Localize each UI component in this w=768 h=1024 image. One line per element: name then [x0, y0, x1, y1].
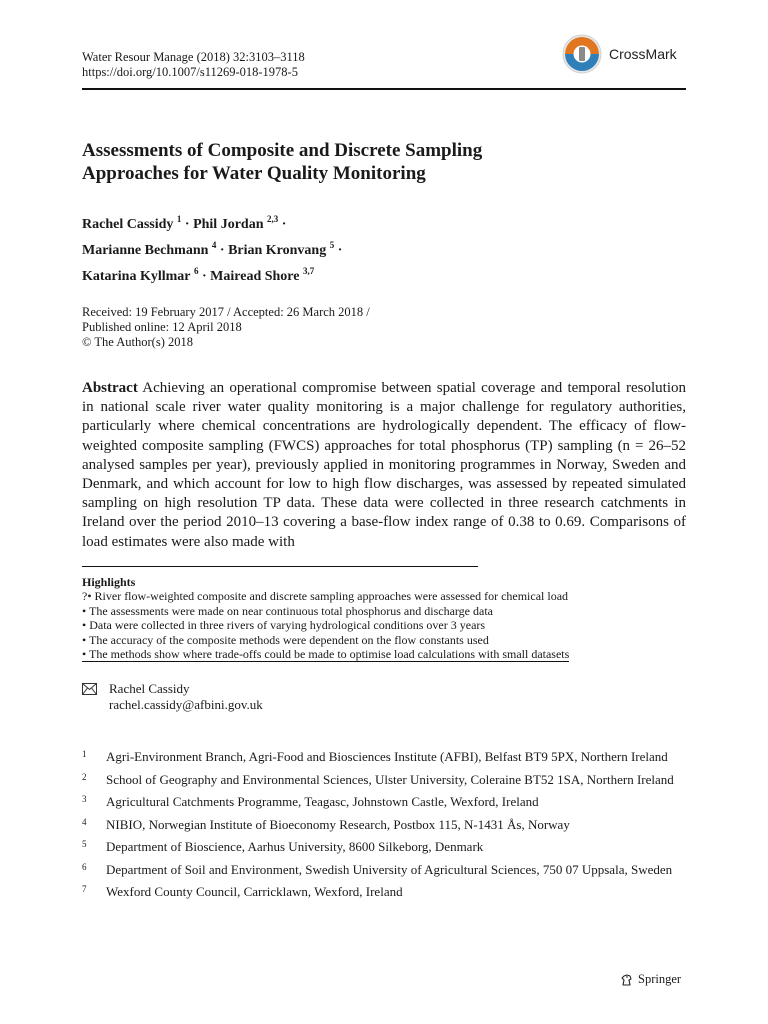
highlight-item: • The methods show where trade-offs could be made to optimise load calculations with small datasets	[82, 647, 570, 662]
author-name[interactable]: Brian Kronvang	[228, 243, 327, 258]
affiliation-text: School of Geography and Environmental Sciences, Ulster University, Coleraine BT52 1SA, Northern Ireland	[106, 771, 674, 787]
published-online: Published online: 12 April 2018	[82, 320, 242, 334]
affiliation-item	[82, 862, 686, 878]
highlights-box	[82, 575, 686, 662]
author-affil: 6	[194, 266, 199, 276]
highlight-item: • The assessments were made on near continuous total phosphorus and discharge data	[82, 603, 493, 618]
crossmark-icon	[561, 33, 603, 75]
author-affil: 2,3	[266, 214, 279, 224]
affiliations	[82, 749, 686, 907]
author-name[interactable]: Marianne Bechmann	[82, 243, 209, 258]
highlight-item: • Data were collected in three rivers of varying hydrological conditions over 3 years	[82, 618, 486, 633]
author-affil: 5	[329, 240, 335, 250]
author-affil: 1	[176, 214, 182, 224]
affiliation-item	[82, 817, 686, 833]
header-rule	[82, 88, 686, 90]
author-name[interactable]: Rachel Cassidy	[82, 217, 174, 232]
abstract-text: Achieving an operational compromise between spatial coverage and temporal resolution in national scale river water quality monitoring is a major challenge for regulatory authorities, particularly where chemical concentrations are hydrologically dependent. The efficacy of flow-weighted composite sampling (FWCS) approaches for total phosphorus (TP) sampling (n = 26–52 analysed samples per year), previously applied in monitoring programmes in Norway, Sweden and Denmark, and which account for low to high flow discharges, was assessed by repeated simulated sampling on high resolution TP data. These data were collected in three research catchments in Ireland over the period 2010–13 covering a base-flow index range of 0.38 to 0.69. Comparisons of load estimates were also made with	[82, 380, 686, 550]
paper-title	[82, 139, 682, 185]
highlight-item: • The accuracy of the composite methods were dependent on the flow constants used	[82, 632, 489, 647]
abstract	[82, 379, 686, 552]
title-line-1: Assessments of Composite and Discrete Sampling	[82, 140, 483, 161]
article-dates	[82, 305, 370, 350]
received-accepted: Received: 19 February 2017 / Accepted: 26 March 2018 /	[82, 305, 370, 319]
affiliation-item	[82, 794, 686, 810]
highlight-item: ?• River flow-weighted composite and discrete sampling approaches were assessed for chemical load	[82, 589, 569, 604]
author-affil: 3,7	[302, 266, 315, 276]
author-name[interactable]: Mairead Shore	[210, 269, 300, 284]
abstract-label: Abstract	[82, 380, 138, 396]
title-line-2: Approaches for Water Quality Monitoring	[82, 163, 426, 184]
author-name[interactable]: Phil Jordan	[193, 217, 264, 232]
affiliation-number: 2	[82, 771, 87, 782]
affiliation-text: Department of Soil and Environment, Swedish University of Agricultural Sciences, 750 07 Uppsala, Sweden	[106, 861, 673, 877]
author-affil: 4	[211, 240, 217, 250]
affiliation-item	[82, 884, 686, 900]
affiliation-item	[82, 749, 686, 765]
author-name[interactable]: Katarina Kyllmar	[82, 269, 191, 284]
springer-horse-icon	[620, 973, 634, 987]
affiliation-number: 7	[82, 884, 87, 894]
journal-citation: Water Resour Manage (2018) 32:3103–3118	[82, 50, 305, 64]
author-list: Rachel Cassidy $^1$ · Phil Jordan $^{2,3}$ · Marianne Bechmann $^4$ · Brian Kronvang $^5$ · Katarina Kyllmar $^6$ · Mairead Shore $^{3,7}$	[82, 214, 343, 284]
affiliation-text: Department of Bioscience, Aarhus University, 8600 Silkeborg, Denmark	[106, 839, 484, 854]
affiliation-text: Agri-Environment Branch, Agri-Food and Biosciences Institute (AFBI), Belfast BT9 5PX, Northern Ireland	[106, 749, 668, 764]
footnote-rule	[82, 566, 478, 567]
copyright: © The Author(s) 2018	[82, 335, 193, 349]
affiliation-number: 3	[82, 794, 87, 804]
publisher-name: Springer	[638, 972, 682, 986]
affiliation-text: Wexford County Council, Carricklawn, Wexford, Ireland	[106, 884, 403, 899]
affiliation-number: 4	[82, 816, 87, 827]
crossmark-label: CrossMark	[609, 46, 677, 62]
publisher-logo	[620, 972, 681, 987]
contact-name: Rachel Cassidy	[109, 681, 190, 696]
affiliation-text: NIBIO, Norwegian Institute of Bioeconomy Research, Postbox 115, N-1431 Ås, Norway	[106, 816, 570, 832]
envelope-icon	[82, 683, 97, 695]
affiliation-number: 5	[82, 839, 87, 849]
doi-link[interactable]: https://doi.org/10.1007/s11269-018-1978-5	[82, 65, 298, 79]
crossmark-badge[interactable]	[561, 35, 691, 75]
affiliation-number: 6	[82, 861, 87, 872]
affiliation-item	[82, 839, 686, 855]
highlights-heading: Highlights	[82, 575, 136, 589]
affiliation-text: Agricultural Catchments Programme, Teagasc, Johnstown Castle, Wexford, Ireland	[106, 794, 539, 809]
affiliation-item	[82, 772, 686, 788]
contact-email[interactable]: rachel.cassidy@afbini.gov.uk	[109, 697, 263, 712]
affiliation-number: 1	[82, 749, 87, 759]
journal-header	[82, 50, 305, 80]
